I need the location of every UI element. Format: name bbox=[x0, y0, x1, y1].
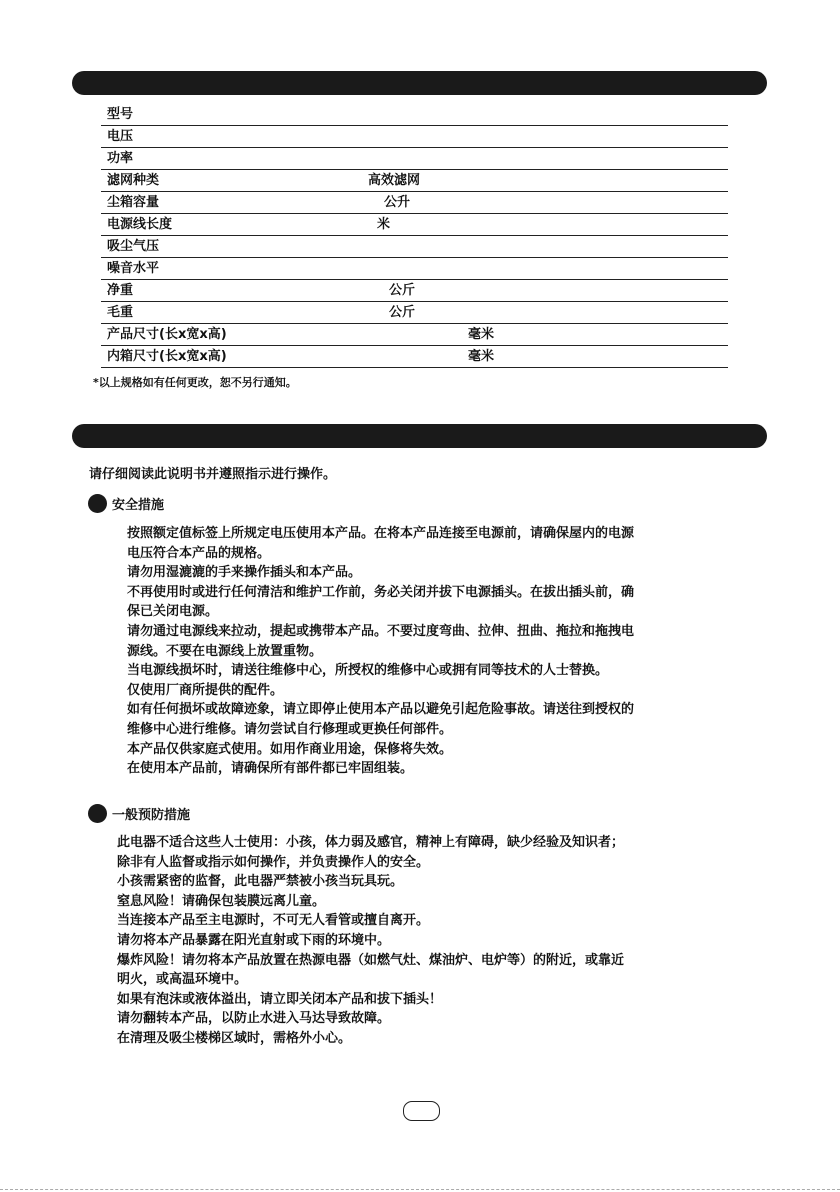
text-line: 本产品仅供家庭式使用。如用作商业用途，保修将失效。 bbox=[127, 741, 453, 757]
text-line: 窒息风险！请确保包装膜远离儿童。 bbox=[117, 893, 326, 909]
text-line: 请勿通过电源线来拉动，提起或携带本产品。不要过度弯曲、拉伸、扭曲、拖拉和拖拽电 bbox=[127, 623, 635, 639]
spec-label: 内箱尺寸(长x宽x高) bbox=[107, 349, 227, 364]
spec-value: 公升 bbox=[384, 195, 411, 210]
spec-value: 毫米 bbox=[468, 327, 495, 342]
general-title: 一般预防措施 bbox=[112, 808, 191, 823]
spec-label: 功率 bbox=[107, 151, 134, 166]
safety-title: 安全措施 bbox=[112, 498, 165, 513]
page-number-box bbox=[403, 1101, 440, 1121]
spec-label: 毛重 bbox=[107, 305, 134, 320]
safety-section-heading bbox=[88, 494, 164, 513]
text-line: 保已关闭电源。 bbox=[127, 604, 219, 620]
spec-row bbox=[101, 236, 728, 258]
text-line: 除非有人监督或指示如何操作，并负责操作人的安全。 bbox=[117, 854, 430, 870]
text-line: 爆炸风险！请勿将本产品放置在热源电器（如燃气灶、煤油炉、电炉等）的附近，或靠近 bbox=[117, 952, 625, 968]
instructions-section-header-bar bbox=[72, 424, 767, 448]
text-line: 源线。不要在电源线上放置重物。 bbox=[127, 643, 323, 659]
text-line: 按照额定值标签上所规定电压使用本产品。在将本产品连接至电源前，请确保屋内的电源 bbox=[127, 526, 635, 541]
spec-value: 米 bbox=[377, 217, 391, 232]
spec-row bbox=[101, 258, 728, 280]
spec-section-header-bar bbox=[72, 71, 767, 95]
spec-row bbox=[101, 346, 728, 368]
text-line: 小孩需紧密的监督，此电器严禁被小孩当玩具玩。 bbox=[117, 874, 404, 890]
spec-value: 高效滤网 bbox=[368, 173, 421, 188]
spec-value: 公斤 bbox=[389, 283, 416, 298]
text-line: 维修中心进行维修。请勿尝试自行修理或更换任何部件。 bbox=[127, 721, 453, 737]
spec-row bbox=[101, 324, 728, 346]
spec-row bbox=[101, 126, 728, 148]
text-line: 如果有泡沫或液体溢出，请立即关闭本产品和拔下插头！ bbox=[117, 991, 443, 1007]
bullet-dot-icon bbox=[88, 804, 107, 823]
text-line: 明火，或高温环境中。 bbox=[117, 972, 248, 988]
spec-label: 尘箱容量 bbox=[107, 195, 160, 210]
spec-label: 电压 bbox=[107, 129, 134, 144]
text-line: 请勿翻转本产品，以防止水进入马达导致故障。 bbox=[117, 1011, 391, 1027]
text-line: 电压符合本产品的规格。 bbox=[127, 545, 271, 561]
spec-label: 产品尺寸(长x宽x高) bbox=[107, 327, 227, 342]
spec-table bbox=[101, 104, 728, 368]
spec-row bbox=[101, 148, 728, 170]
bullet-dot-icon bbox=[88, 494, 107, 513]
spec-row bbox=[101, 214, 728, 236]
spec-value: 公斤 bbox=[389, 305, 416, 320]
text-line: 此电器不适合这些人士使用：小孩，体力弱及感官，精神上有障碍，缺少经验及知识者； bbox=[117, 835, 625, 850]
spec-label: 型号 bbox=[107, 107, 134, 122]
spec-row bbox=[101, 170, 728, 192]
spec-label: 吸尘气压 bbox=[107, 239, 160, 254]
spec-note: *以上规格如有任何更改，恕不另行通知。 bbox=[93, 376, 297, 389]
text-line: 不再使用时或进行任何清洁和维护工作前，务必关闭并拔下电源插头。在拔出插头前，确 bbox=[127, 584, 635, 600]
spec-label: 净重 bbox=[107, 283, 134, 298]
text-line: 在清理及吸尘楼梯区域时，需格外小心。 bbox=[117, 1030, 352, 1046]
text-line: 仅使用厂商所提供的配件。 bbox=[127, 682, 284, 698]
spec-row bbox=[101, 192, 728, 214]
general-section-heading bbox=[88, 804, 190, 823]
text-line: 请勿将本产品暴露在阳光直射或下雨的环境中。 bbox=[117, 932, 391, 948]
spec-label: 滤网种类 bbox=[107, 173, 160, 188]
text-line: 当连接本产品至主电源时，不可无人看管或擅自离开。 bbox=[117, 913, 430, 929]
page-edge-divider bbox=[0, 1189, 840, 1190]
general-paragraph bbox=[117, 833, 759, 1049]
spec-row bbox=[101, 302, 728, 324]
text-line: 当电源线损坏时，请送往维修中心，所授权的维修中心或拥有同等技术的人士替换。 bbox=[127, 663, 609, 679]
text-line: 如有任何损坏或故障迹象，请立即停止使用本产品以避免引起危险事故。请送往到授权的 bbox=[127, 702, 635, 718]
instructions-intro: 请仔细阅读此说明书并遵照指示进行操作。 bbox=[89, 467, 337, 482]
spec-row bbox=[101, 104, 728, 126]
safety-paragraph bbox=[127, 524, 759, 779]
spec-value: 毫米 bbox=[468, 349, 495, 364]
text-line: 在使用本产品前，请确保所有部件都已牢固组装。 bbox=[127, 761, 414, 777]
spec-label: 噪音水平 bbox=[107, 261, 160, 276]
spec-label: 电源线长度 bbox=[107, 217, 173, 232]
spec-row bbox=[101, 280, 728, 302]
text-line: 请勿用湿漉漉的手来操作插头和本产品。 bbox=[127, 565, 362, 581]
